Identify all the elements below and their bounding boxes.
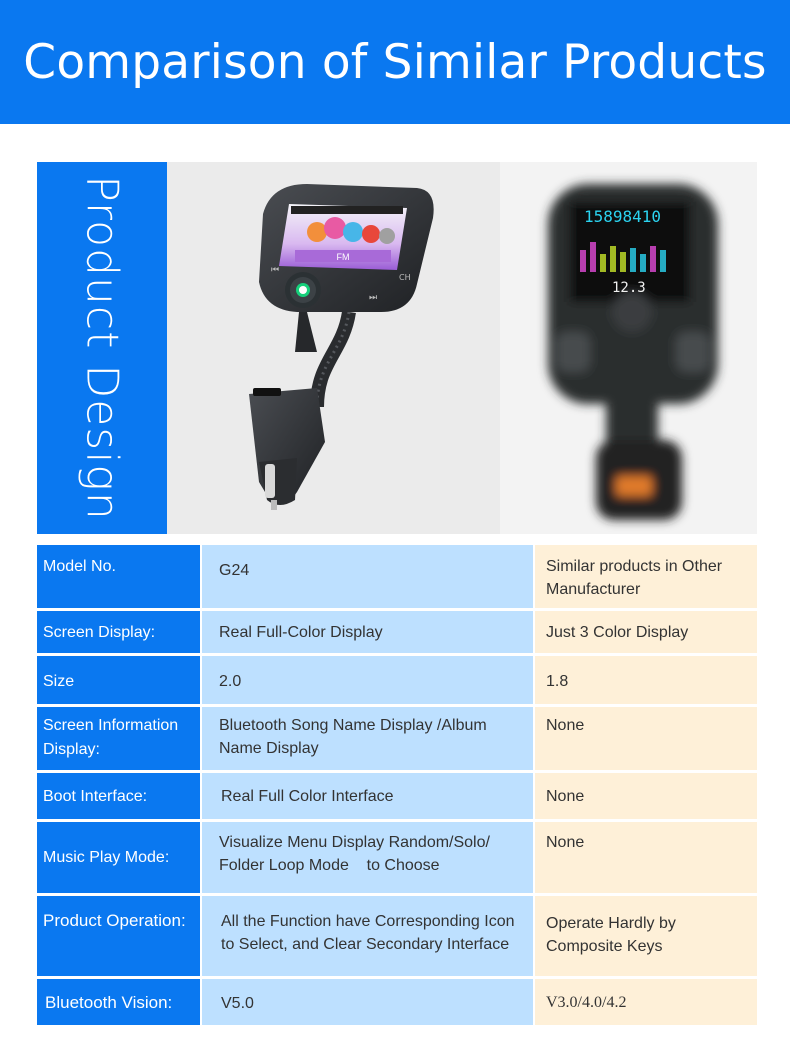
ours-value: V5.0 bbox=[202, 979, 535, 1025]
ours-value: G24 bbox=[202, 545, 535, 608]
ours-value: Real Full-Color Display bbox=[202, 611, 535, 653]
competitor-screen-line1: 15898410 bbox=[584, 207, 662, 226]
row-label: Size bbox=[37, 656, 202, 704]
table-row bbox=[37, 896, 757, 979]
competitor-screen-line2: 12.3 bbox=[612, 280, 646, 296]
table-row bbox=[37, 979, 757, 1025]
comparison-table bbox=[37, 545, 757, 1025]
table-row bbox=[37, 773, 757, 822]
car-fm-transmitter-illustration bbox=[167, 162, 500, 534]
ours-value: Bluetooth Song Name Display /Album Name Display bbox=[202, 707, 535, 770]
other-value: Operate Hardly by Composite Keys bbox=[535, 896, 757, 976]
product-design-label: Product Design bbox=[76, 175, 128, 521]
row-label: Model No. bbox=[37, 545, 202, 608]
row-label: Product Operation: bbox=[37, 896, 202, 976]
row-label: Bluetooth Vision: bbox=[37, 979, 202, 1025]
table-row bbox=[37, 707, 757, 773]
table-row bbox=[37, 545, 757, 611]
product-design-section bbox=[37, 162, 757, 534]
product-image-other bbox=[500, 162, 757, 534]
table-row bbox=[37, 611, 757, 656]
other-value: None bbox=[535, 822, 757, 893]
other-value: V3.0/4.0/4.2 bbox=[535, 979, 757, 1025]
other-value: Similar products in Other Manufacturer bbox=[535, 545, 757, 608]
svg-text:CH: CH bbox=[399, 273, 411, 282]
blurred-competitor-illustration bbox=[500, 162, 757, 534]
ours-value: All the Function have Corresponding Icon to Select, and Clear Secondary Interface bbox=[202, 896, 535, 976]
row-label: Screen Display: bbox=[37, 611, 202, 653]
table-row bbox=[37, 656, 757, 707]
ours-value: Real Full Color Interface bbox=[202, 773, 535, 819]
page-title: Comparison of Similar Products bbox=[23, 34, 767, 90]
ours-value: 2.0 bbox=[202, 656, 535, 704]
product-design-label-box bbox=[37, 162, 167, 534]
product-image-g24 bbox=[167, 162, 500, 534]
other-value: Just 3 Color Display bbox=[535, 611, 757, 653]
svg-text:⏭: ⏭ bbox=[369, 293, 378, 303]
screen-fm-label: FM bbox=[336, 252, 350, 262]
table-row bbox=[37, 822, 757, 896]
row-label: Boot Interface: bbox=[37, 773, 202, 819]
row-label: Screen Information Display: bbox=[37, 707, 202, 770]
ours-value: Visualize Menu Display Random/Solo/ Folder Loop Mode to Choose bbox=[202, 822, 535, 893]
other-value: None bbox=[535, 773, 757, 819]
other-value: 1.8 bbox=[535, 656, 757, 704]
row-label: Music Play Mode: bbox=[37, 822, 202, 893]
title-banner bbox=[0, 0, 790, 124]
other-value: None bbox=[535, 707, 757, 770]
svg-text:⏮: ⏮ bbox=[271, 265, 280, 275]
